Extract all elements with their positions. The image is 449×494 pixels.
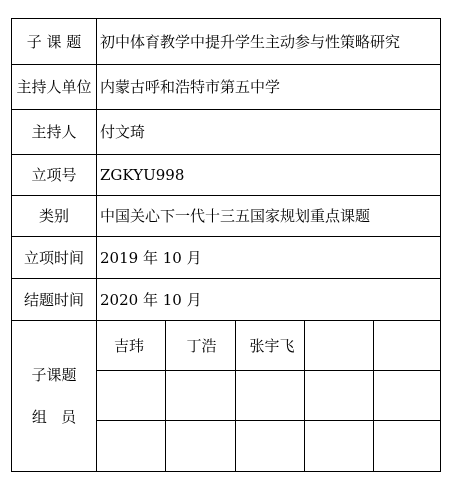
start-time-value: 2019 年 10 月 <box>100 248 202 267</box>
table-border-right <box>440 18 441 472</box>
members-section-label <box>12 321 96 471</box>
subproject-title-value: 初中体育教学中提升学生主动参与性策略研究 <box>100 32 401 51</box>
member-cell <box>166 371 235 420</box>
member-cell <box>97 371 165 420</box>
member-cell <box>305 371 373 420</box>
end-time-value: 2020 年 10 月 <box>100 290 202 309</box>
member-cell <box>374 321 440 370</box>
end-time-label: 结题时间 <box>23 290 84 309</box>
project-number-label: 立项号 <box>31 166 77 184</box>
host-organization-value: 内蒙古呼和浩特市第五中学 <box>100 78 281 96</box>
member-cell <box>236 371 304 420</box>
member-cell: 吉玮 <box>113 336 144 355</box>
member-cell <box>97 421 165 471</box>
host-organization-label: 主持人单位 <box>16 78 92 96</box>
member-cell <box>305 421 373 471</box>
member-cell: 丁浩 <box>186 336 217 355</box>
category-label: 类别 <box>38 207 69 225</box>
project-number-value: ZGKYU998 <box>100 166 185 184</box>
member-cell <box>305 321 373 370</box>
member-cell <box>166 421 235 471</box>
member-cell <box>374 421 440 471</box>
subproject-title-label: 子 课 题 <box>26 32 82 51</box>
member-cell: 张宇飞 <box>249 336 295 355</box>
start-time-label: 立项时间 <box>23 248 84 267</box>
host-person-value: 付文琦 <box>100 123 146 141</box>
member-cell <box>374 371 440 420</box>
member-cell <box>236 421 304 471</box>
members-label-line1: 子课题 <box>31 366 77 384</box>
category-value: 中国关心下一代十三五国家规划重点课题 <box>100 207 371 225</box>
members-label-line2: 组 员 <box>31 408 77 426</box>
table-border-bottom <box>11 471 441 472</box>
host-person-label: 主持人 <box>31 123 77 141</box>
